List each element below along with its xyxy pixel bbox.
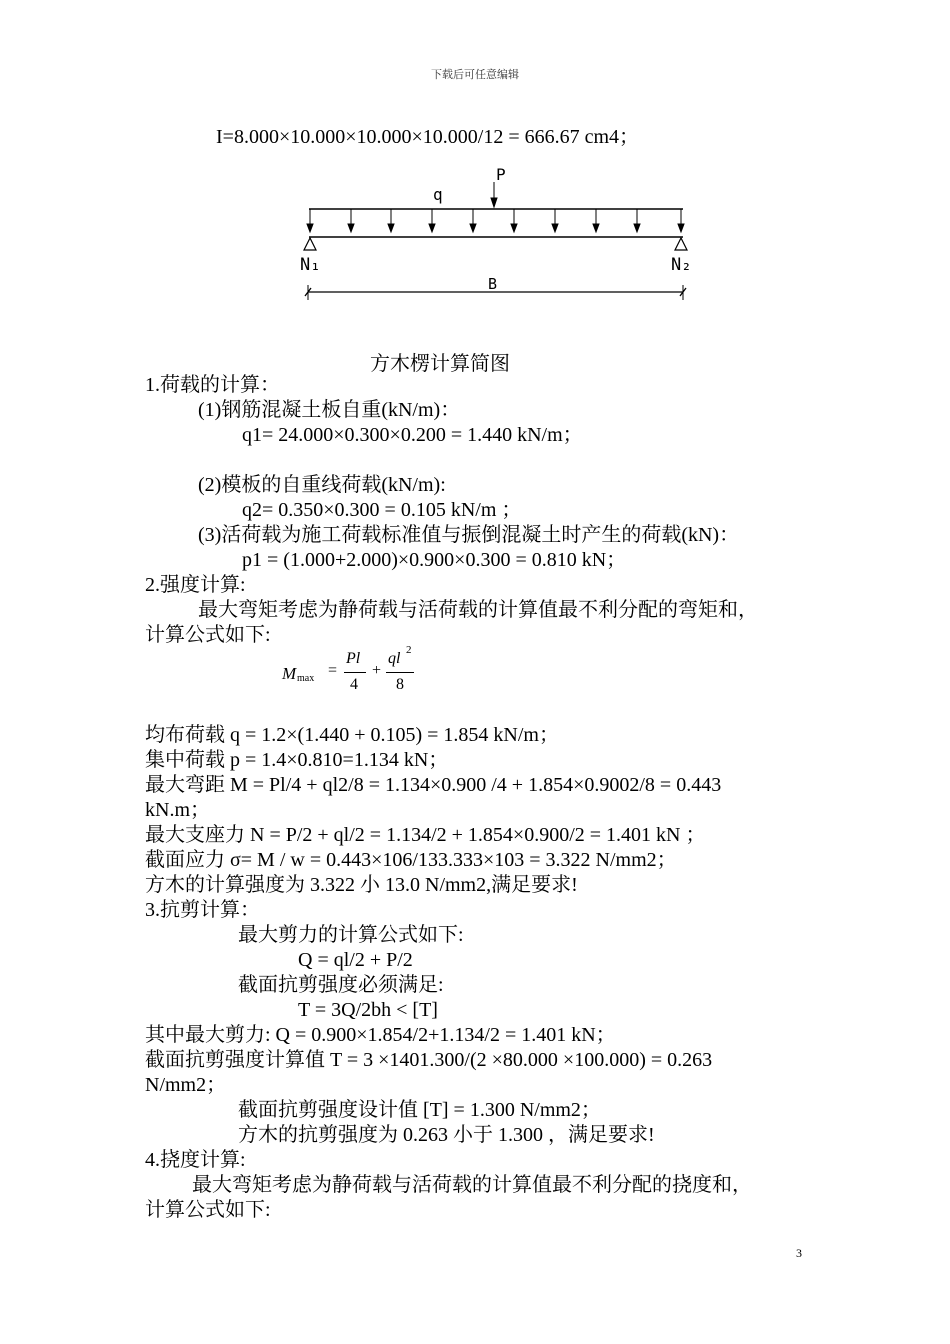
support-left bbox=[304, 238, 316, 250]
calc-line: 最大支座力 N = P/2 + ql/2 = 1.134/2 + 1.854×0.900/2 = 1.401 kN ； bbox=[145, 824, 706, 846]
diagram-caption: 方木楞计算简图 bbox=[370, 353, 510, 375]
shear-line: 最大剪力的计算公式如下: bbox=[238, 924, 464, 946]
paragraph-line: 计算公式如下: bbox=[145, 1199, 271, 1221]
shear-line: Q = ql/2 + P/2 bbox=[298, 949, 413, 971]
distributed-load-arrows bbox=[307, 209, 684, 232]
section-1-title: 1.荷载的计算： bbox=[145, 374, 280, 396]
moment-formula: M max = Pl 4 + ql 2 8 bbox=[282, 648, 432, 700]
load-line: (1)钢筋混凝土板自重(kN/m)： bbox=[198, 399, 461, 421]
shear-line: N/mm2； bbox=[145, 1074, 227, 1096]
paragraph-line: 计算公式如下: bbox=[145, 624, 271, 646]
section-4-title: 4.挠度计算: bbox=[145, 1149, 246, 1171]
label-n1: N₁ bbox=[300, 255, 321, 275]
shear-line: 其中最大剪力: Q = 0.900×1.854/2+1.134/2 = 1.401 kN； bbox=[145, 1024, 616, 1046]
paragraph-line: 最大弯矩考虑为静荷载与活荷载的计算值最不利分配的挠度和， bbox=[192, 1174, 752, 1196]
page-number: 3 bbox=[796, 1246, 802, 1260]
label-q: q bbox=[433, 185, 443, 204]
support-right bbox=[675, 238, 687, 250]
paragraph-line: 最大弯矩考虑为静荷载与活荷载的计算值最不利分配的弯矩和， bbox=[198, 599, 758, 621]
load-line: (3)活荷载为施工荷载标准值与振倒混凝土时产生的荷载(kN)： bbox=[198, 524, 740, 546]
shear-line: 截面抗剪强度设计值 [T] = 1.300 N/mm2； bbox=[238, 1099, 601, 1121]
shear-line: T = 3Q/2bh < [T] bbox=[298, 999, 438, 1021]
load-line: (2)模板的自重线荷载(kN/m): bbox=[198, 474, 446, 496]
shear-line: 截面抗剪强度计算值 T = 3 ×1401.300/(2 ×80.000 ×100.000) = 0.263 bbox=[145, 1049, 713, 1071]
shear-line: 方木的抗剪强度为 0.263 小于 1.300 ，满足要求! bbox=[238, 1124, 655, 1146]
shear-line: 截面抗剪强度必须满足: bbox=[238, 974, 444, 996]
calc-line: 截面应力 σ= M / w = 0.443×106/133.333×103 = 3.322 N/mm2； bbox=[145, 849, 677, 871]
inertia-formula: I=8.000×10.000×10.000×10.000/12 = 666.67 cm4； bbox=[216, 126, 640, 148]
label-b: B bbox=[488, 275, 498, 293]
label-p: P bbox=[496, 165, 506, 184]
label-n2: N₂ bbox=[671, 255, 692, 275]
point-load-arrow bbox=[491, 182, 497, 207]
section-2-title: 2.强度计算: bbox=[145, 574, 246, 596]
calc-line: 最大弯距 M = Pl/4 + ql2/8 = 1.134×0.900 /4 + 1.854×0.9002/8 = 0.443 bbox=[145, 774, 722, 796]
beam-diagram bbox=[290, 160, 710, 310]
header-note: 下载后可任意编辑 bbox=[431, 69, 519, 81]
load-line: q2= 0.350×0.300 = 0.105 kN/m ； bbox=[242, 499, 522, 521]
calc-line: kN.m； bbox=[145, 799, 210, 821]
calc-line: 均布荷载 q = 1.2×(1.440 + 0.105) = 1.854 kN/m； bbox=[145, 724, 559, 746]
load-line: q1= 24.000×0.300×0.200 = 1.440 kN/m； bbox=[242, 424, 583, 446]
load-line: p1 = (1.000+2.000)×0.900×0.300 = 0.810 kN； bbox=[242, 549, 627, 571]
calc-line: 集中荷载 p = 1.4×0.810=1.134 kN； bbox=[145, 749, 449, 771]
section-3-title: 3.抗剪计算： bbox=[145, 899, 260, 921]
calc-line: 方木的计算强度为 3.322 小 13.0 N/mm2,满足要求! bbox=[145, 874, 578, 896]
